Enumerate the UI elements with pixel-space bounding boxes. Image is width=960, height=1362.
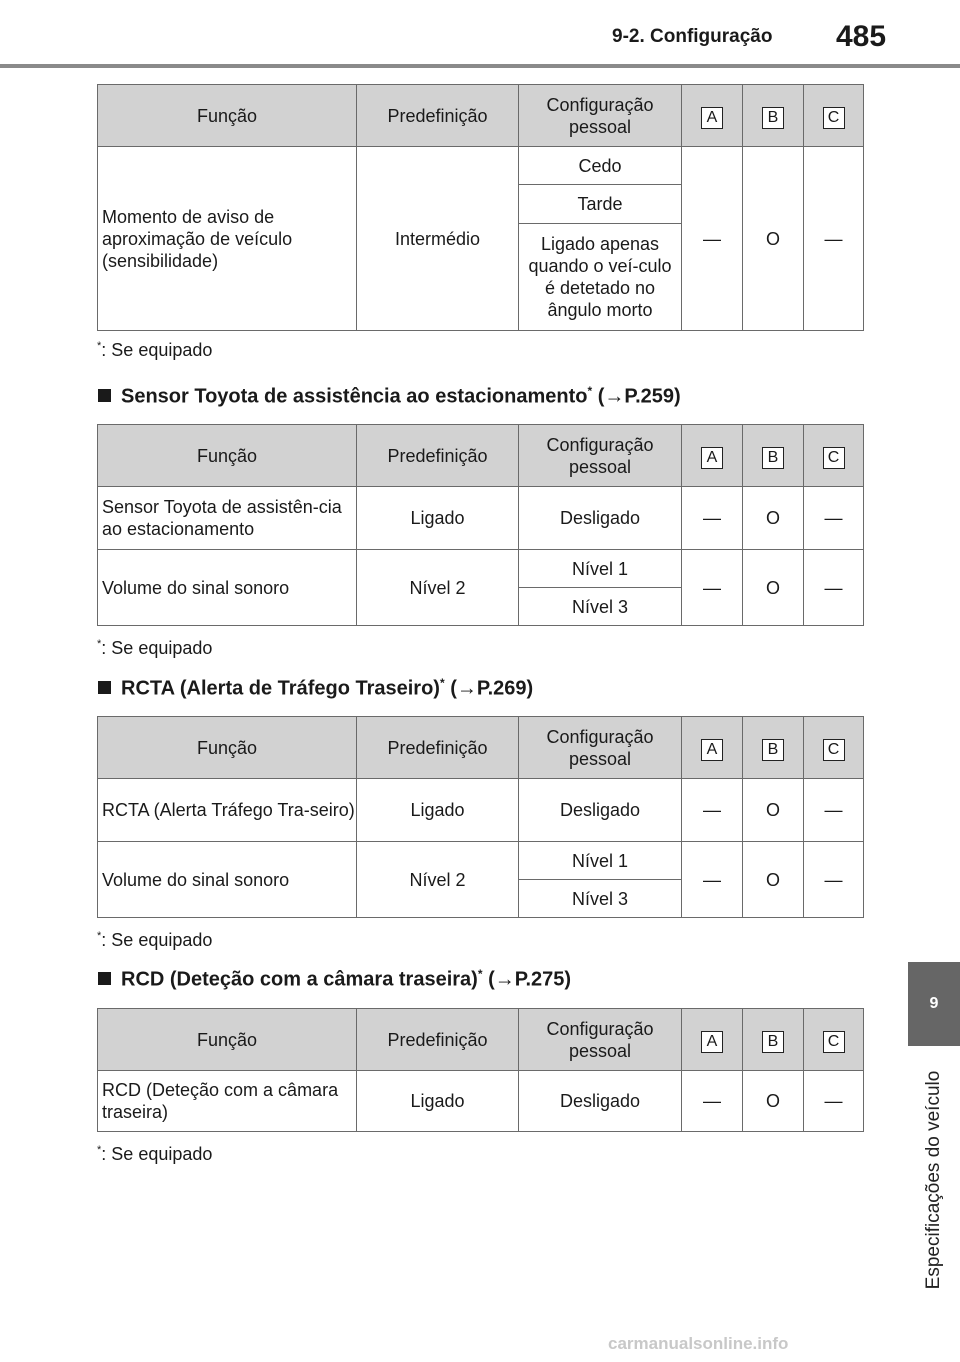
col-funcao: Função — [98, 717, 357, 779]
col-funcao: Função — [98, 1009, 357, 1071]
header-rule — [0, 64, 960, 68]
page-number: 485 — [836, 20, 887, 53]
col-b: B — [762, 107, 784, 129]
col-funcao: Função — [98, 85, 357, 147]
col-funcao: Função — [98, 425, 357, 487]
footnote: *: Se equipado — [97, 1144, 213, 1164]
col-predefinicao: Predefinição — [357, 717, 519, 779]
footnote: *: Se equipado — [97, 638, 213, 658]
col-c: C — [823, 107, 845, 129]
table-row: Sensor Toyota de assistên-cia ao estacionamento Ligado Desligado — O — — [98, 487, 864, 550]
chapter-number: 9 — [929, 995, 939, 1012]
table-rcta: Função Predefinição Configuração pessoal A B C RCTA (Alerta Tráfego Tra-seiro) Ligado Desligado — O — Volume do sinal sonoro Nível 2 Nível 1 — O — Nível 3 — [97, 716, 864, 918]
section-heading: RCD (Deteção com a câmara traseira)* (→P.275) — [98, 967, 571, 992]
footnote: *: Se equipado — [97, 930, 213, 950]
col-predefinicao: Predefinição — [357, 85, 519, 147]
col-predefinicao: Predefinição — [357, 1009, 519, 1071]
col-configuracao: Configuração pessoal — [519, 1009, 682, 1071]
section-heading: Sensor Toyota de assistência ao estacionamento* (→P.259) — [98, 384, 681, 409]
table-row: Momento de aviso de aproximação de veículo (sensibilidade) Intermédio Cedo — O — — [98, 147, 864, 185]
section-header: 9-2. Configuração — [612, 26, 773, 47]
table-parking-sensor: Função Predefinição Configuração pessoal A B C Sensor Toyota de assistên-cia ao estacionamento Ligado Desligado — O — Volume do sinal sonoro Nível 2 Nível 1 — O — Nível 3 — [97, 424, 864, 626]
table-row: Volume do sinal sonoro Nível 2 Nível 1 — O — — [98, 842, 864, 880]
table-row: Volume do sinal sonoro Nível 2 Nível 1 — O — — [98, 550, 864, 588]
watermark[interactable]: carmanualsonline.info — [608, 1334, 789, 1353]
table-blind-spot: Função Predefinição Configuração pessoal A B C Momento de aviso de aproximação de veículo (sensibilidade) Intermédio Cedo — O — Tarde Ligado apenas quando o veí-culo é detetado no ângulo morto — [97, 84, 864, 331]
col-predefinicao: Predefinição — [357, 425, 519, 487]
footnote: *: Se equipado — [97, 340, 213, 360]
table-row: RCTA (Alerta Tráfego Tra-seiro) Ligado Desligado — O — — [98, 779, 864, 842]
col-a: A — [701, 107, 723, 129]
chapter-tab[interactable] — [908, 962, 960, 1046]
table-row: RCD (Deteção com a câmara traseira) Ligado Desligado — O — — [98, 1071, 864, 1132]
col-configuracao: Configuração pessoal — [519, 425, 682, 487]
col-configuracao: Configuração pessoal — [519, 717, 682, 779]
col-configuracao: Configuração pessoal — [519, 85, 682, 147]
table-rcd: Função Predefinição Configuração pessoal A B C RCD (Deteção com a câmara traseira) Ligado Desligado — O — — [97, 1008, 864, 1132]
section-heading: RCTA (Alerta de Tráfego Traseiro)* (→P.269) — [98, 676, 533, 701]
